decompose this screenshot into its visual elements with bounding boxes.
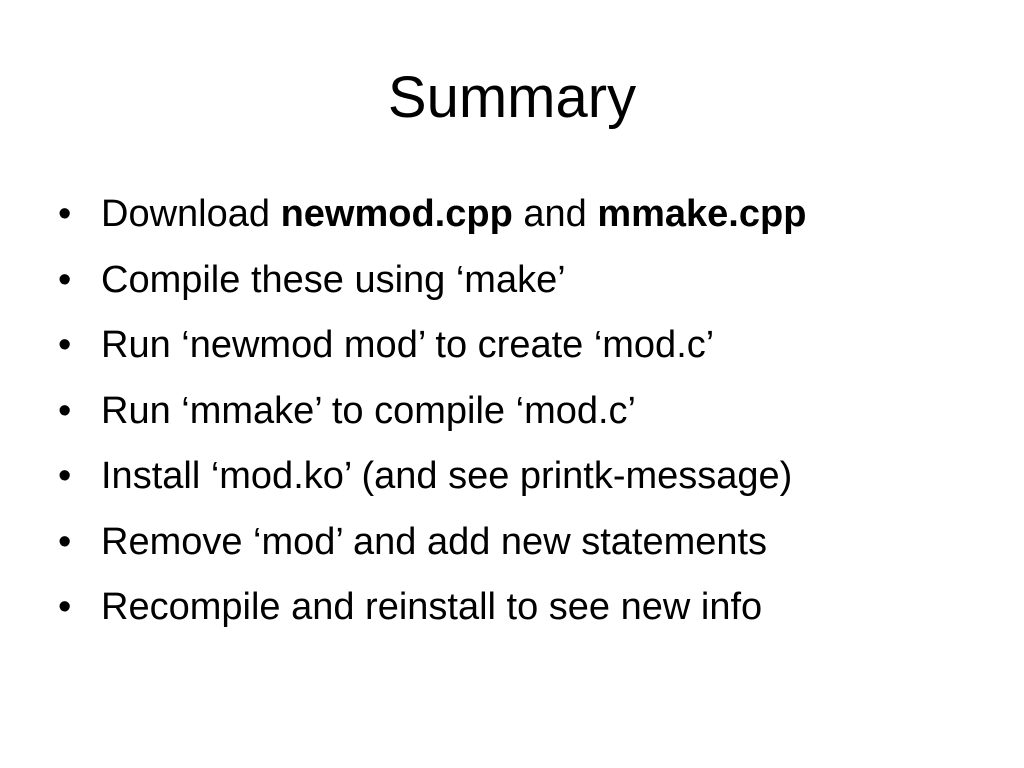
bullet-item-recompile (58, 575, 998, 641)
bullet-text-part-filename: newmod.cpp (280, 193, 513, 235)
bullet-list (58, 182, 998, 641)
bullet-item-run-mmake (58, 379, 998, 445)
bullet-item-remove (58, 510, 998, 576)
bullet-text-part: and (512, 193, 598, 235)
bullet-text: Recompile and reinstall to see new info (101, 586, 763, 628)
bullet-text: Run ‘newmod mod’ to create ‘mod.c’ (101, 324, 715, 366)
bullet-icon: • (58, 389, 72, 432)
bullet-text: Install ‘mod.ko’ (and see printk-message) (101, 455, 793, 497)
bullet-item-download (58, 182, 998, 248)
slide-title: Summary (387, 65, 637, 130)
bullet-icon: • (58, 324, 72, 366)
bullet-icon: • (58, 520, 72, 563)
bullet-text: Remove ‘mod’ and add new statements (101, 520, 768, 563)
bullet-text: Compile these using ‘make’ (101, 258, 566, 301)
bullet-item-install (58, 444, 998, 510)
bullet-text (101, 182, 806, 248)
bullet-text: Run ‘mmake’ to compile ‘mod.c’ (101, 389, 636, 432)
bullet-item-run-newmod (58, 313, 998, 379)
bullet-icon: • (58, 193, 72, 235)
bullet-text-part-filename: mmake.cpp (597, 193, 807, 235)
bullet-icon: • (58, 258, 72, 301)
bullet-text-part: Download (101, 193, 281, 235)
bullet-icon: • (58, 455, 72, 497)
bullet-item-compile (58, 248, 998, 314)
bullet-icon: • (58, 586, 72, 628)
